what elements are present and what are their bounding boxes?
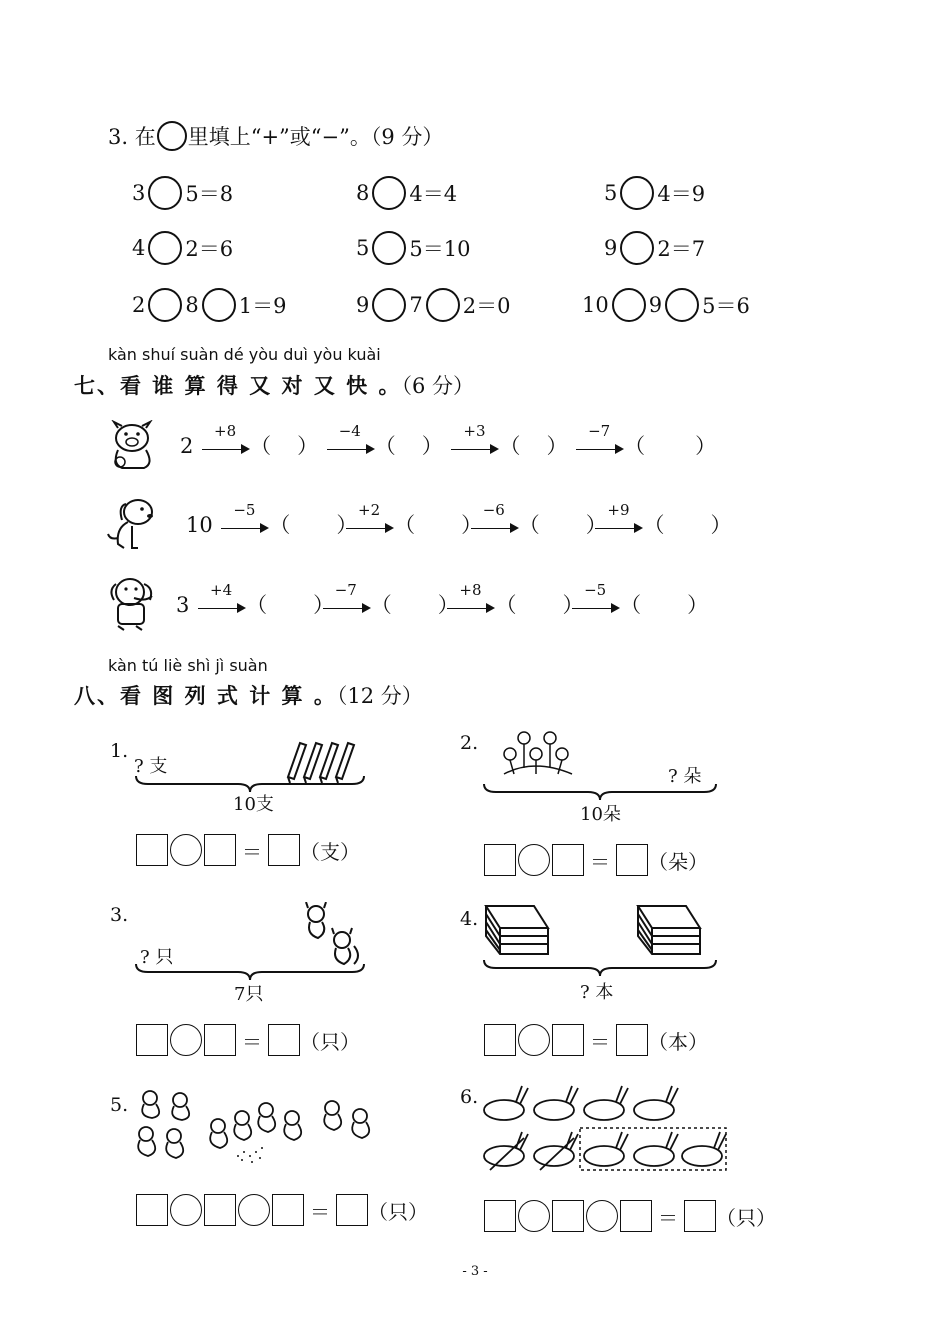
squirrels-icon [298,902,362,968]
answer-row: ＝ （只） [136,1024,360,1056]
answer-box[interactable] [552,1200,584,1232]
rabbits-icon [480,1082,730,1174]
answer-box[interactable] [204,1194,236,1226]
part-label: ? 支 [134,756,168,777]
problem-number: 6. [460,1086,479,1108]
part-label: ? 朵 [668,766,702,787]
answer-circle[interactable] [612,288,646,322]
answer-box[interactable] [620,1200,652,1232]
answer-circle[interactable] [372,231,406,265]
s8-title: 八、看 图 列 式 计 算 。（12 分） [74,683,423,708]
q3-title [108,121,443,151]
answer-blank[interactable]: （ ） [269,513,358,537]
total-label: 7只 [234,984,264,1005]
q3-equation: 9 2＝7 [604,231,705,265]
arrow-icon: −6 [469,515,519,539]
total-label: 10支 [233,794,274,815]
arrow-icon: +2 [344,515,394,539]
q3-title-pre: 3. 在 [108,125,156,149]
operator-circle[interactable] [170,1024,202,1056]
answer-circle[interactable] [620,176,654,210]
answer-circle[interactable] [372,176,406,210]
q3-equation: 5 5＝10 [356,231,470,265]
dog-icon [106,494,158,552]
answer-box[interactable] [204,1024,236,1056]
answer-circle[interactable] [148,231,182,265]
answer-box[interactable] [136,834,168,866]
answer-box[interactable] [616,844,648,876]
problem-number: 2. [460,732,479,754]
answer-box[interactable] [484,844,516,876]
answer-box[interactable] [484,1200,516,1232]
answer-box[interactable] [552,1024,584,1056]
answer-row: ＝ （支） [136,834,360,866]
answer-blank[interactable]: （ ） [499,434,568,458]
operator-circle[interactable] [518,844,550,876]
answer-box[interactable] [136,1194,168,1226]
answer-circle[interactable] [202,288,236,322]
operator-circle[interactable] [170,834,202,866]
answer-row: ＝ （本） [484,1024,708,1056]
books-icon [636,904,702,956]
answer-blank[interactable]: （ ） [250,434,319,458]
s7-pinyin: kàn shuí suàn dé yòu duì yòu kuài [108,345,381,364]
answer-circle[interactable] [426,288,460,322]
chicks-icon [132,1086,378,1166]
operator-circle[interactable] [518,1200,550,1232]
answer-box[interactable] [272,1194,304,1226]
arrow-icon: +9 [593,515,643,539]
answer-box[interactable] [616,1024,648,1056]
q3-equation: 2 8 1＝9 [132,288,286,322]
answer-box[interactable] [684,1200,716,1232]
circle-blank-icon [157,121,187,151]
q3-equation: 5 4＝9 [604,176,705,210]
answer-blank[interactable]: （ ） [394,513,483,537]
q3-title-post: 里填上“+”或“−”。（9 分） [187,125,444,149]
answer-box[interactable] [484,1024,516,1056]
arrow-icon: −5 [219,515,269,539]
problem-number: 1. [110,740,129,762]
answer-row: ＝ （只） [136,1194,428,1226]
total-label: 10朵 [580,804,621,825]
answer-blank[interactable]: （ ） [246,593,335,617]
answer-box[interactable] [268,1024,300,1056]
brace-icon [482,782,718,802]
answer-circle[interactable] [148,176,182,210]
operator-circle[interactable] [518,1024,550,1056]
answer-blank[interactable]: （ ） [620,593,709,617]
s8-pinyin: kàn tú liè shì jì suàn [108,656,268,675]
part-label: ? 只 [140,947,174,968]
arrow-icon: +3 [449,436,499,460]
elephant-icon [106,574,158,632]
answer-blank[interactable]: （ ） [370,593,459,617]
s7-title: 七、看 谁 算 得 又 对 又 快 。（6 分） [74,373,475,398]
arrow-icon: −5 [570,595,620,619]
calc-chain: 10 −5 （ ） +2 （ ） −6 （ ） +9 （ ） [186,500,732,537]
q3-equation: 8 4＝4 [356,176,457,210]
q3-equation: 9 7 2＝0 [356,288,510,322]
arrow-icon: −7 [321,595,371,619]
answer-blank[interactable]: （ ） [643,513,732,537]
arrow-icon: +8 [200,436,250,460]
arrow-icon: +8 [445,595,495,619]
answer-box[interactable] [552,844,584,876]
arrow-icon: +4 [196,595,246,619]
brace-icon [482,958,718,978]
operator-circle[interactable] [586,1200,618,1232]
answer-circle[interactable] [620,231,654,265]
brace-icon [134,962,366,982]
answer-blank[interactable]: （ ） [495,593,584,617]
arrow-icon: −4 [325,436,375,460]
problem-number: 5. [110,1094,129,1116]
operator-circle[interactable] [238,1194,270,1226]
q3-equation: 3 5＝8 [132,176,233,210]
books-icon [484,904,550,956]
q3-equation: 4 2＝6 [132,231,233,265]
answer-row: ＝ （朵） [484,844,708,876]
flowers-icon [494,728,578,780]
answer-circle[interactable] [148,288,182,322]
q3-equation: 10 9 5＝6 [582,288,750,322]
arrow-icon: −7 [574,436,624,460]
operator-circle[interactable] [170,1194,202,1226]
answer-row: ＝ （只） [484,1200,776,1232]
answer-box[interactable] [136,1024,168,1056]
answer-box[interactable] [204,834,236,866]
answer-blank[interactable]: （ ） [624,434,717,458]
problem-number: 4. [460,908,479,930]
problem-number: 3. [110,904,129,926]
answer-circle[interactable] [665,288,699,322]
answer-circle[interactable] [372,288,406,322]
page-number: - 3 - [462,1264,488,1279]
pig-icon [106,420,158,472]
answer-blank[interactable]: （ ） [518,513,607,537]
total-label: ? 本 [580,982,614,1003]
calc-chain: 3 +4 （ ） −7 （ ） +8 （ ） −5 （ ） [176,580,709,617]
calc-chain: 2 +8 （ ） −4 （ ） +3 （ ） −7 （ ） [180,421,717,458]
answer-blank[interactable]: （ ） [374,434,443,458]
answer-box[interactable] [336,1194,368,1226]
answer-box[interactable] [268,834,300,866]
